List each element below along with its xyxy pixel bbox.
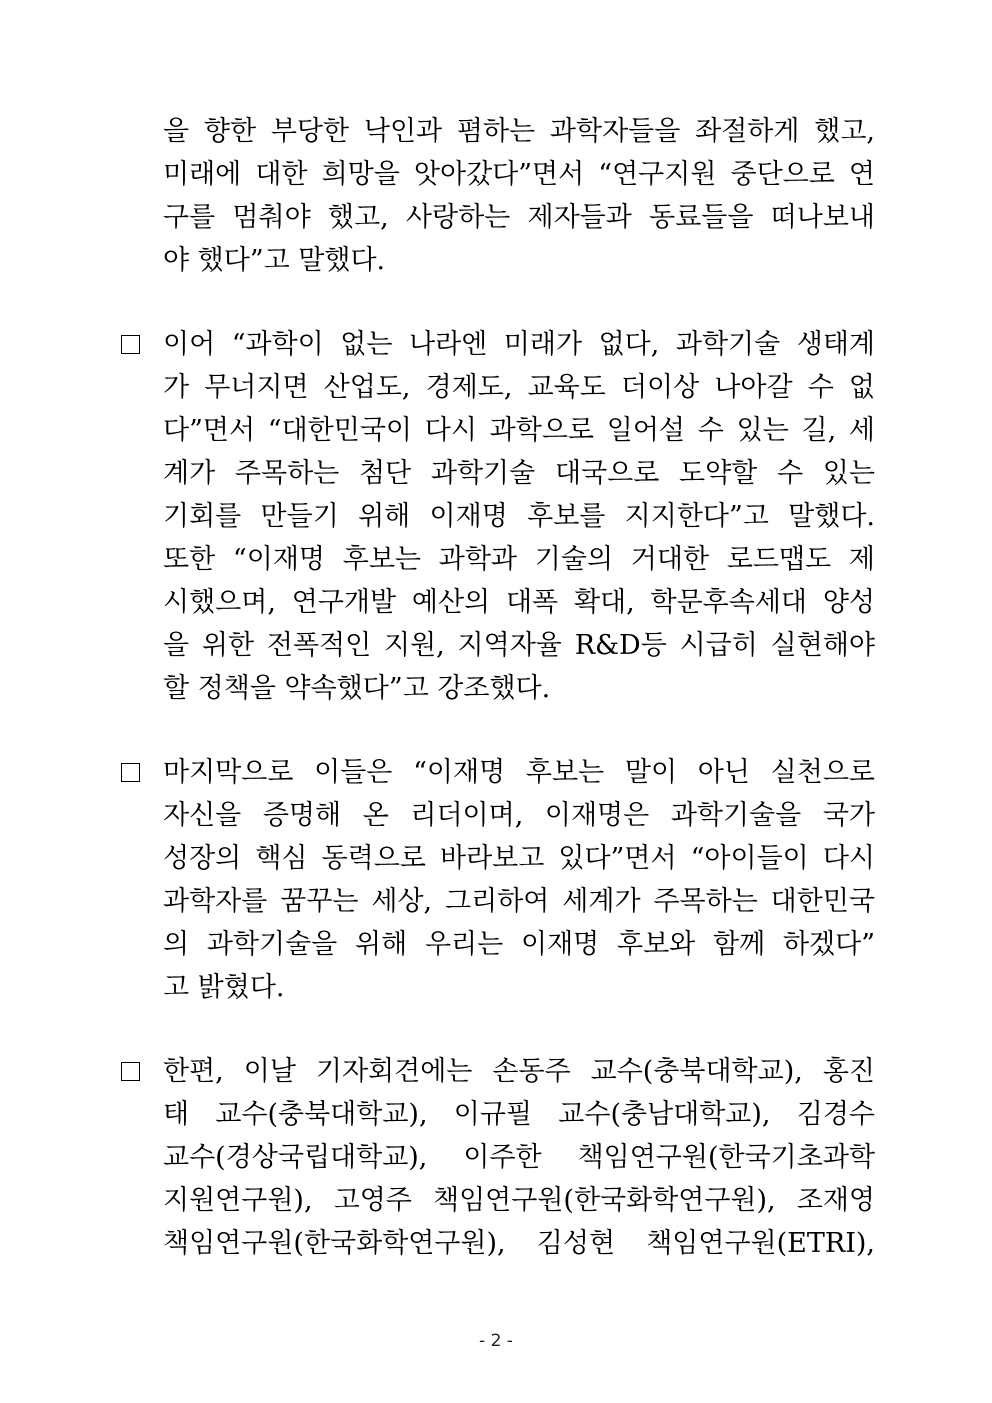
text-line: 마지막으로 이들은 “이재명 후보는 말이 아닌 실천으로 — [163, 757, 875, 788]
text-line: 또한 “이재명 후보는 과학과 기술의 거대한 로드맵도 제 — [163, 544, 875, 575]
text-line: 야 했다”고 말했다. — [163, 245, 386, 276]
text-line: 계가 주목하는 첨단 과학기술 대국으로 도약할 수 있는 — [163, 458, 875, 489]
text-line: 교수(경상국립대학교), 이주한 책임연구원(한국기초과학 — [163, 1142, 875, 1173]
checkbox-square-icon — [121, 335, 140, 354]
text-line: 자신을 증명해 온 리더이며, 이재명은 과학기술을 국가 — [163, 800, 875, 831]
text-line: 성장의 핵심 동력으로 바라보고 있다”면서 “아이들이 다시 — [163, 843, 875, 874]
checkbox-square-icon — [121, 1062, 140, 1081]
text-line: 구를 멈춰야 했고, 사랑하는 제자들과 동료들을 떠나보내 — [163, 202, 875, 233]
text-line: 할 정책을 약속했다”고 강조했다. — [163, 673, 551, 704]
text-line: 지원연구원), 고영주 책임연구원(한국화학연구원), 조재영 — [163, 1185, 875, 1216]
text-line: 과학자를 꿈꾸는 세상, 그리하여 세계가 주목하는 대한민국 — [163, 886, 875, 917]
page-number: - 2 - — [479, 1331, 513, 1351]
text-line: 을 향한 부당한 낙인과 폄하는 과학자들을 좌절하게 했고, — [163, 116, 875, 147]
text-line: 고 밝혔다. — [163, 972, 285, 1003]
text-line: 책임연구원(한국화학연구원), 김성현 책임연구원(ETRI), — [163, 1228, 875, 1259]
text-line: 가 무너지면 산업도, 경제도, 교육도 더이상 나아갈 수 없 — [163, 372, 875, 403]
text-line: 미래에 대한 희망을 앗아갔다”면서 “연구지원 중단으로 연 — [163, 159, 875, 190]
text-line: 기회를 만들기 위해 이재명 후보를 지지한다”고 말했다. — [163, 501, 875, 532]
text-line: 다”면서 “대한민국이 다시 과학으로 일어설 수 있는 길, 세 — [163, 415, 875, 446]
text-line: 시했으며, 연구개발 예산의 대폭 확대, 학문후속세대 양성 — [163, 587, 875, 618]
text-line: 태 교수(충북대학교), 이규필 교수(충남대학교), 김경수 — [163, 1099, 875, 1130]
text-line: 한편, 이날 기자회견에는 손동주 교수(충북대학교), 홍진 — [163, 1056, 875, 1087]
text-line: 이어 “과학이 없는 나라엔 미래가 없다, 과학기술 생태계 — [163, 329, 875, 360]
text-line: 을 위한 전폭적인 지원, 지역자율 R&D등 시급히 실현해야 — [163, 630, 875, 661]
text-line: 의 과학기술을 위해 우리는 이재명 후보와 함께 하겠다” — [163, 929, 875, 960]
checkbox-square-icon — [121, 763, 140, 782]
